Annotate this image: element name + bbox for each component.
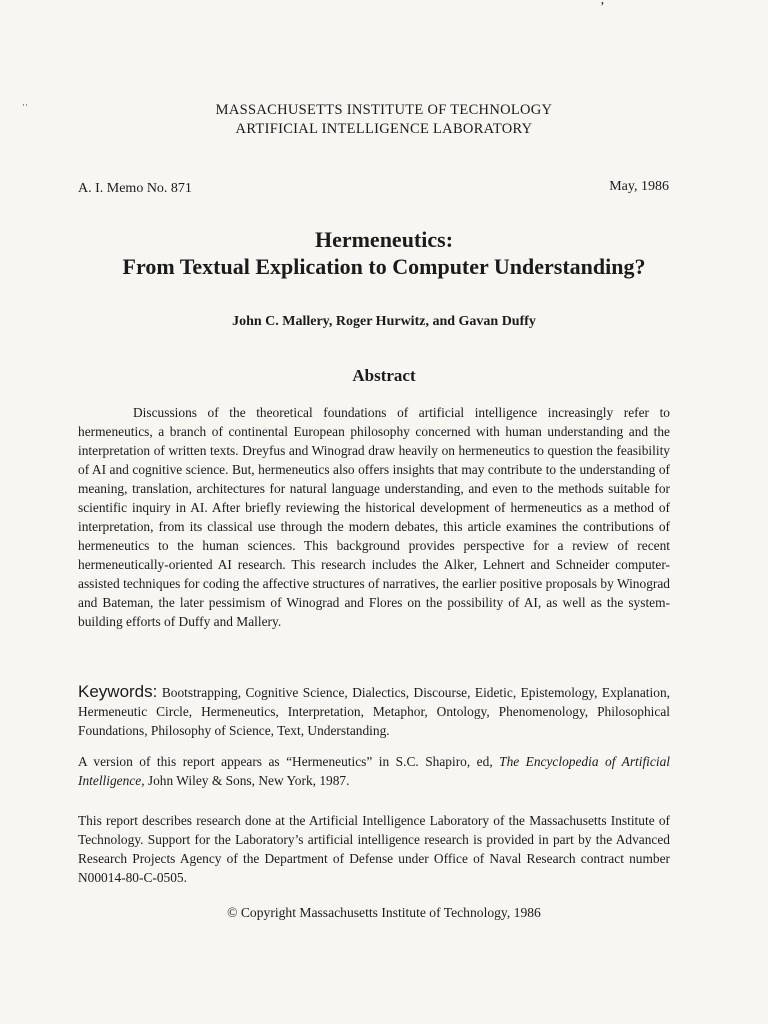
title-line-2: From Textual Explication to Computer Understanding? xyxy=(122,254,646,279)
lab-line: ARTIFICIAL INTELLIGENCE LABORATORY xyxy=(235,121,533,137)
abstract-heading: Abstract xyxy=(352,366,416,385)
version-note xyxy=(78,752,670,790)
publication-title: The Encyclopedia of Artificial Intelligence xyxy=(78,754,670,788)
scan-mark: ·· xyxy=(22,100,28,110)
title-line-1: Hermeneutics: xyxy=(314,227,454,252)
keywords xyxy=(78,682,670,740)
version-note-suffix: , John Wiley & Sons, New York, 1987. xyxy=(141,773,350,788)
scan-mark: ’ xyxy=(600,0,605,15)
institution-header xyxy=(0,101,768,139)
abstract-body: Discussions of the theoretical foundations of artificial intelligence increasingly refer to hermeneutics, a branch of continental European philosophy concerned with human understanding and the interpretation of written texts. Dreyfus and Winograd draw heavily on hermeneutics to question the feasibility of AI and cognitive science. But, hermeneutics also offers insights that may contribute to the understanding of meaning, translation, architectures for natural language understanding, and even to the methods suitable for scientific inquiry in AI. After briefly reviewing the historical development of hermeneutics as a method of interpretation, from its classical use through the modern debates, this article examines the contributions of hermeneutics to the human sciences. This background provides perspective for a review of recent hermeneutically-oriented AI research. This research includes the Alker, Lehnert and Schneider computer-assisted techniques for coding the affective structures of narratives, the earlier positive proposals by Winograd and Bateman, the later pessimism of Winograd and Flores on the possibility of AI, as well as the system-building efforts of Duffy and Mallery. xyxy=(78,405,670,629)
keywords-label: Keywords: xyxy=(78,682,158,701)
memo-number: A. I. Memo No. 871 xyxy=(78,181,192,196)
support-note: This report describes research done at the Artificial Intelligence Laboratory of the Massachusetts Institute of Technology. Support for the Laboratory’s artificial intelligence research is provided in part by the Advanced Research Projects Agency of the Department of Defense under Office of Naval Research contract number N00014-80-C-0505. xyxy=(78,813,670,885)
version-note-prefix: A version of this report appears as “Hermeneutics” in S.C. Shapiro, ed, xyxy=(78,754,500,769)
keywords-text: Bootstrapping, Cognitive Science, Dialectics, Discourse, Eidetic, Epistemology, Explanation, Hermeneutic Circle, Hermeneutics, Interpretation, Metaphor, Ontology, Phenomenology, Philosophical Foundations, Philosophy of Science, Text, Understanding. xyxy=(78,685,670,738)
authors: John C. Mallery, Roger Hurwitz, and Gavan Duffy xyxy=(232,314,536,329)
memo-date: May, 1986 xyxy=(609,179,669,194)
document-title xyxy=(0,226,768,280)
copyright: © Copyright Massachusetts Institute of Technology, 1986 xyxy=(227,905,541,920)
institution-line: MASSACHUSETTS INSTITUTE OF TECHNOLOGY xyxy=(215,102,553,118)
